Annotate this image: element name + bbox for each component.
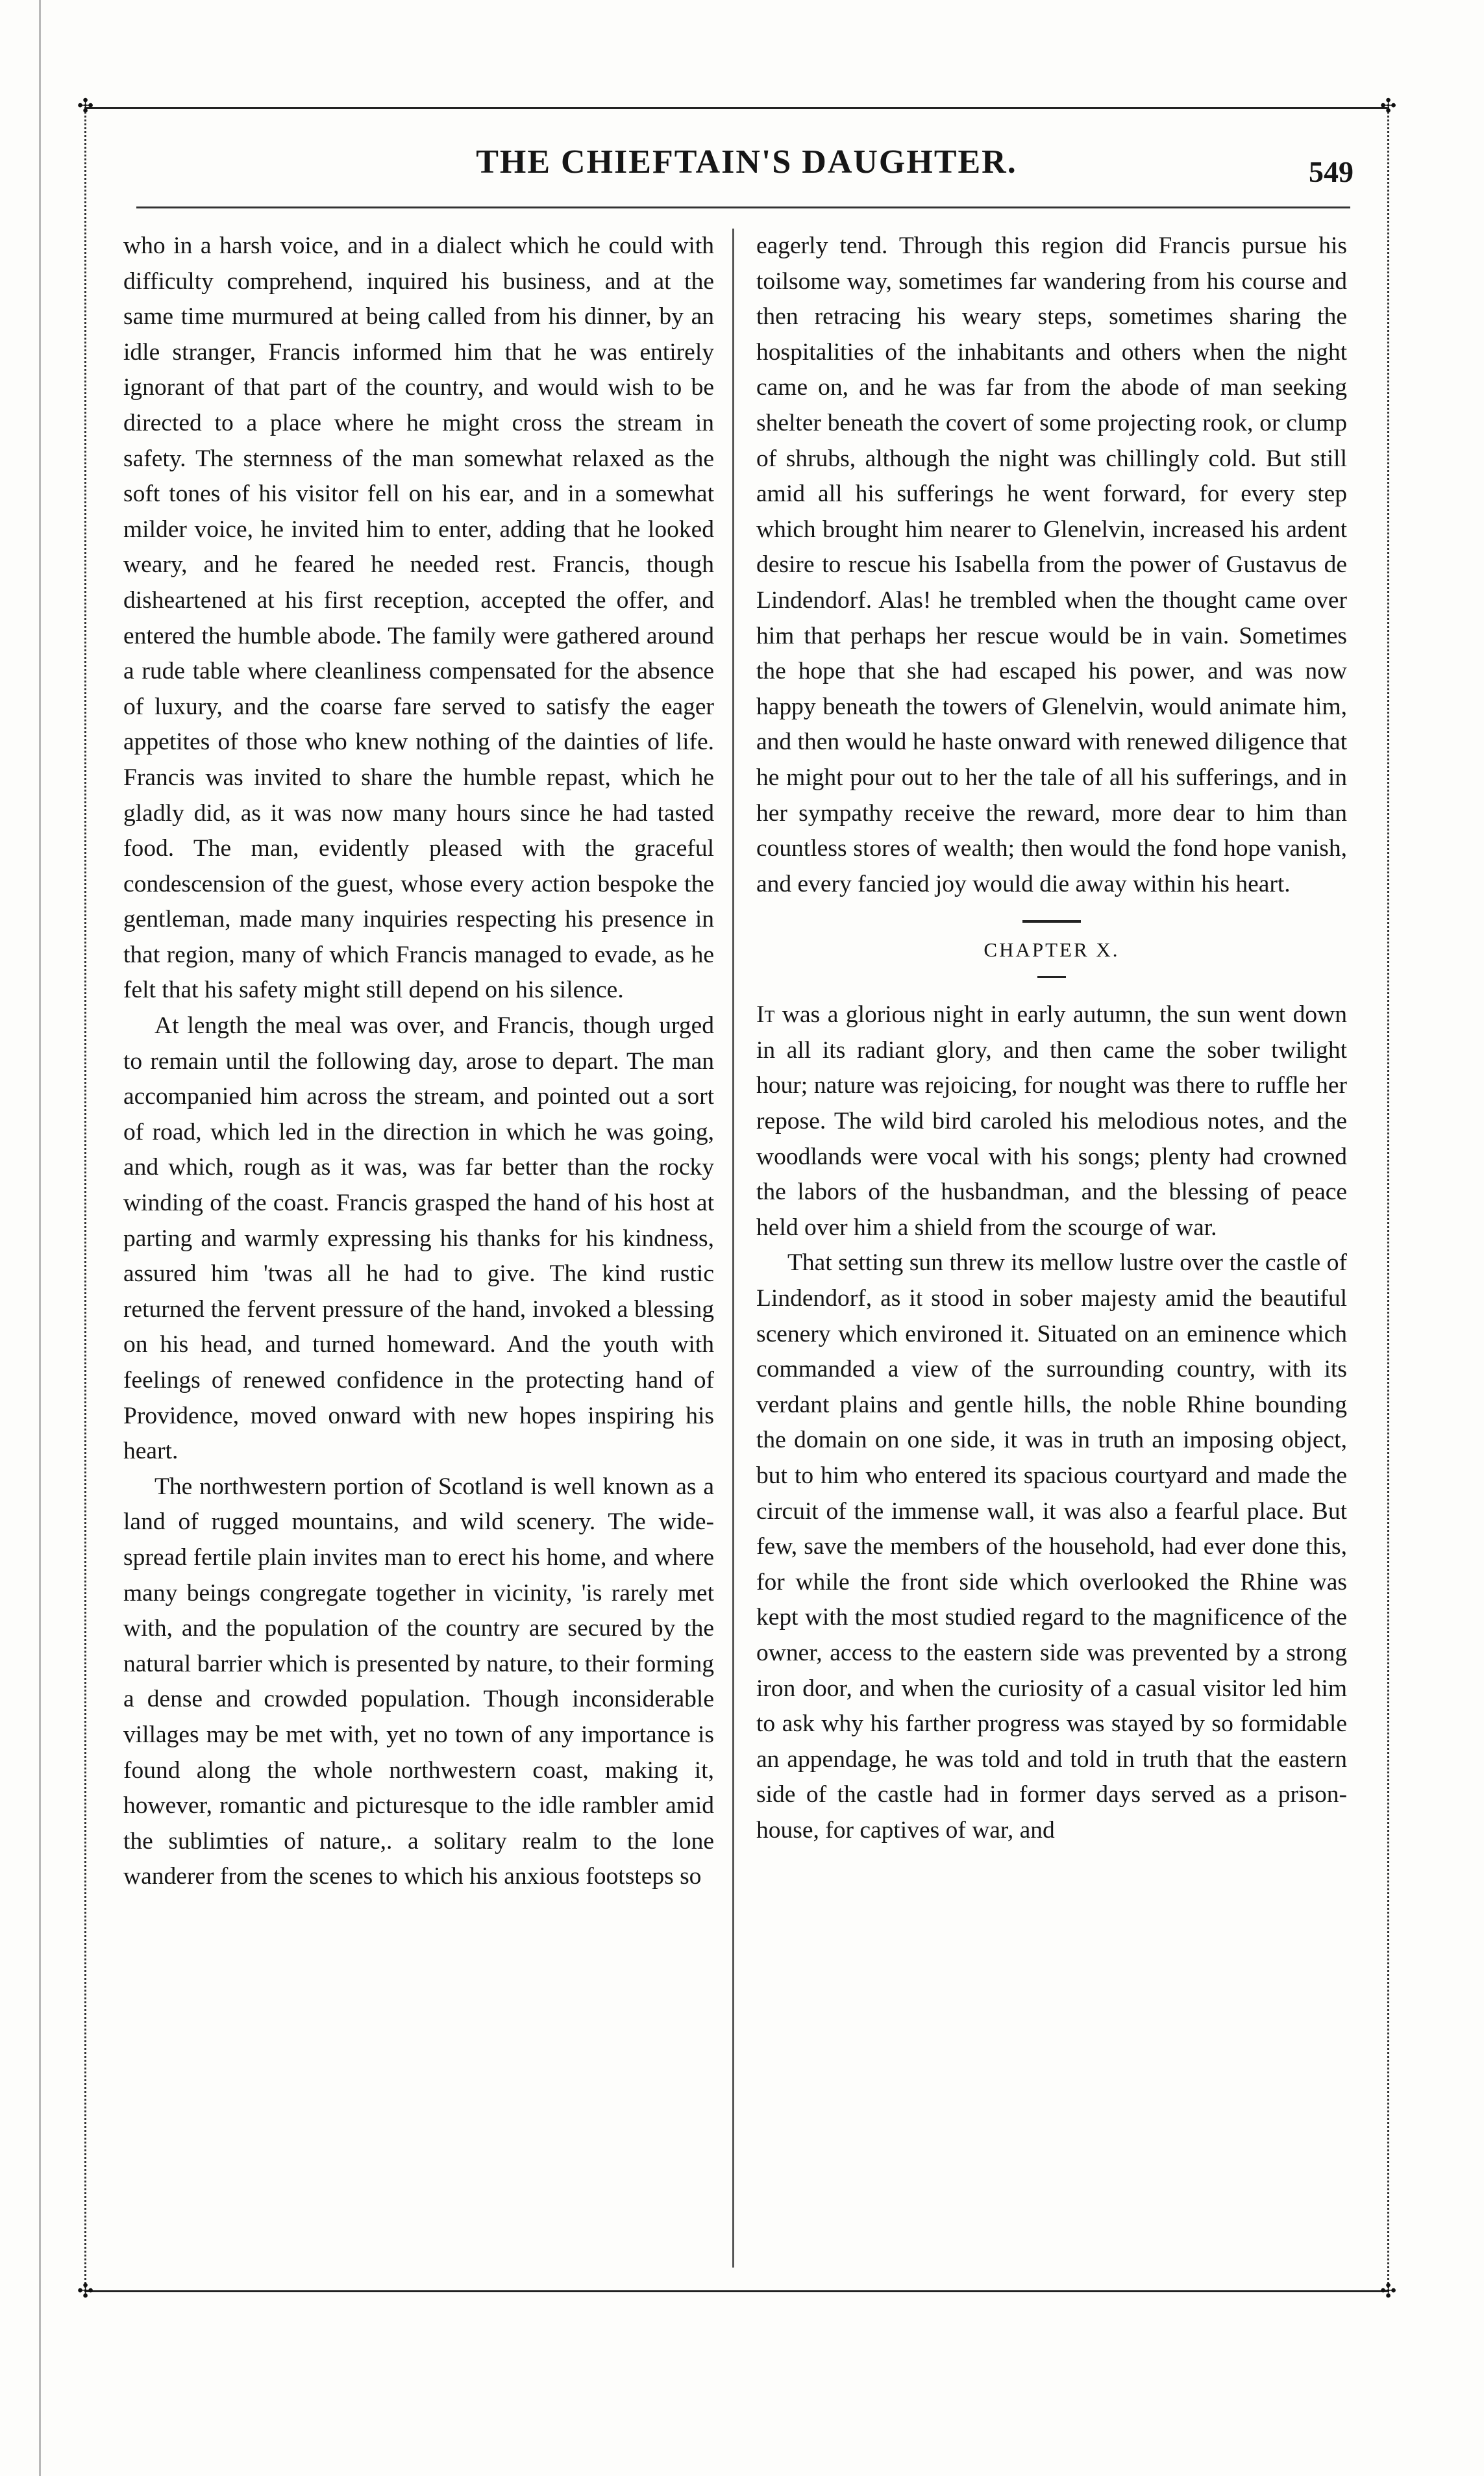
left-column: [123, 229, 714, 2268]
corner-ornament-icon: ✣: [1380, 2280, 1397, 2303]
page-edge-shadow: [39, 0, 41, 2476]
right-column: [756, 229, 1347, 2268]
paragraph: [756, 997, 1347, 1245]
header-rule: [136, 206, 1350, 208]
corner-ornament-icon: ✣: [1380, 95, 1397, 118]
page-number: 549: [1309, 155, 1354, 188]
column-divider: [732, 229, 734, 2268]
paragraph: eagerly tend. Through this region did Francis pursue his toilsome way, sometimes far wandering from his course and then retracing his weary steps, sometimes sharing the hospitalities of the inhabitants and others when the night came on, and he was far from the abode of man seeking shelter beneath the covert of some projecting rook, or clump of shrubs, although the night was chillingly cold. But still amid all his sufferings he went forward, for every step which brought him nearer to Glenelvin, increased his ardent desire to rescue his Isabella from the power of Gustavus de Lindendorf. Alas! he trembled when the thought came over him that perhaps her rescue would be in vain. Sometimes the hope that she had escaped his power, and was now happy beneath the towers of Glenelvin, would animate him, and then would he haste onward with renewed diligence that he might pour out to her the tale of all his sufferings, and in her sympathy receive the reward, more dear to him than countless stores of wealth; then would the fond hope vanish, and every fancied joy would die away within his heart.: [756, 232, 1347, 897]
paragraph: That setting sun threw its mellow lustre over the castle of Lindendorf, as it stood in sober majesty amid the beautiful scenery which environed it. Situated on an eminence which commanded a view of the surrounding country, with its verdant plains and gentle hills, the noble Rhine bounding the domain on one side, it was in truth an imposing object, but to him who entered its spacious courtyard and made the circuit of the immense wall, it was also a fearful place. But few, save the members of the household, had ever done this, for while the front side which overlooked the Rhine was kept with the most studied regard to the magnificence of the owner, access to the eastern side was prevented by a strong iron door, and when the curiosity of a casual visitor led him to ask why his farther progress was stayed by so formidable an appendage, he was told and told in truth that the eastern side of the castle had in former days served as a prison-house, for captives of war, and: [756, 1249, 1347, 1844]
running-header: [130, 136, 1363, 195]
corner-ornament-icon: ✣: [77, 2280, 94, 2303]
chapter-heading: CHAPTER X.: [983, 938, 1120, 962]
chapter-rule-top: [1022, 920, 1081, 923]
page-border-right: [1387, 107, 1389, 2292]
paragraph-text: was a glorious night in early autumn, the sun went down in all its radiant glory, and then came the sober twilight hour; nature was rejoicing, for nought was there to ruffle her repose. The wild bird caroled his melodious notes, and the woodlands were vocal with his songs; plenty had crowned the labors of the husbandman, and the blessing of peace held over him a shield from the scourge of war.: [756, 1001, 1347, 1241]
chapter-rule-bottom: [1037, 976, 1066, 978]
paragraph: The northwestern portion of Scotland is well known as a land of rugged mountains, and wild scenery. The wide-spread fertile plain invites man to erect his home, and where many beings congregate together in vicinity, 'is rarely met with, and the population of the country are secured by the natural barrier which is presented by nature, to their forming a dense and crowded population. Though inconsiderable villages may be met with, yet no town of any importance is found along the whole northwestern coast, making it, however, romantic and picturesque to the idle rambler amid the sublimties of nature,. a solitary realm to the lone wanderer from the scenes to which his anxious footsteps so: [123, 1473, 714, 1890]
paragraph: At length the meal was over, and Francis, though urged to remain until the following day, arose to depart. The man accompanied him across the stream, and pointed out a sort of road, which led in the direction in which he was going, and which, rough as it was, was far better than the rocky winding of the coast. Francis grasped the hand of his host at parting and warmly expressing his thanks for his kindness, assured him 'twas all he had to give. The kind rustic returned the fervent pressure of the hand, invoked a blessing on his head, and turned homeward. And the youth with feelings of renewed confidence in the protecting hand of Providence, moved onward with new hopes inspiring his heart.: [123, 1012, 714, 1465]
chapter-opening-word: It: [756, 1001, 775, 1029]
page-border-left: [84, 107, 86, 2292]
running-title: THE CHIEFTAIN'S DAUGHTER.: [476, 144, 1017, 181]
paragraph: who in a harsh voice, and in a dialect which he could with difficulty comprehend, inquired his business, and at the same time murmured at being called from his dinner, by an idle stranger, Francis informed him that he was entirely ignorant of that part of the country, and would wish to be directed to a place where he might cross the stream in safety. The sternness of the man somewhat relaxed as the soft tones of his visitor fell on his ear, and in a somewhat milder voice, he invited him to enter, adding that he looked weary, and he feared he needed rest. Francis, though disheartened at his first reception, accepted the offer, and entered the humble abode. The family were gathered around a rude table where cleanliness compensated for the absence of luxury, and the coarse fare served to satisfy the eager appetites of those who knew nothing of the dainties of life. Francis was invited to share the humble repast, which he gladly did, as it was now many hours since he had tasted food. The man, evidently pleased with the graceful condescension of the guest, whose every action bespoke the gentleman, made many inquiries respecting his presence in that region, many of which Francis managed to evade, as he felt that his safety might still depend on his silence.: [123, 232, 714, 1004]
corner-ornament-icon: ✣: [77, 95, 94, 118]
